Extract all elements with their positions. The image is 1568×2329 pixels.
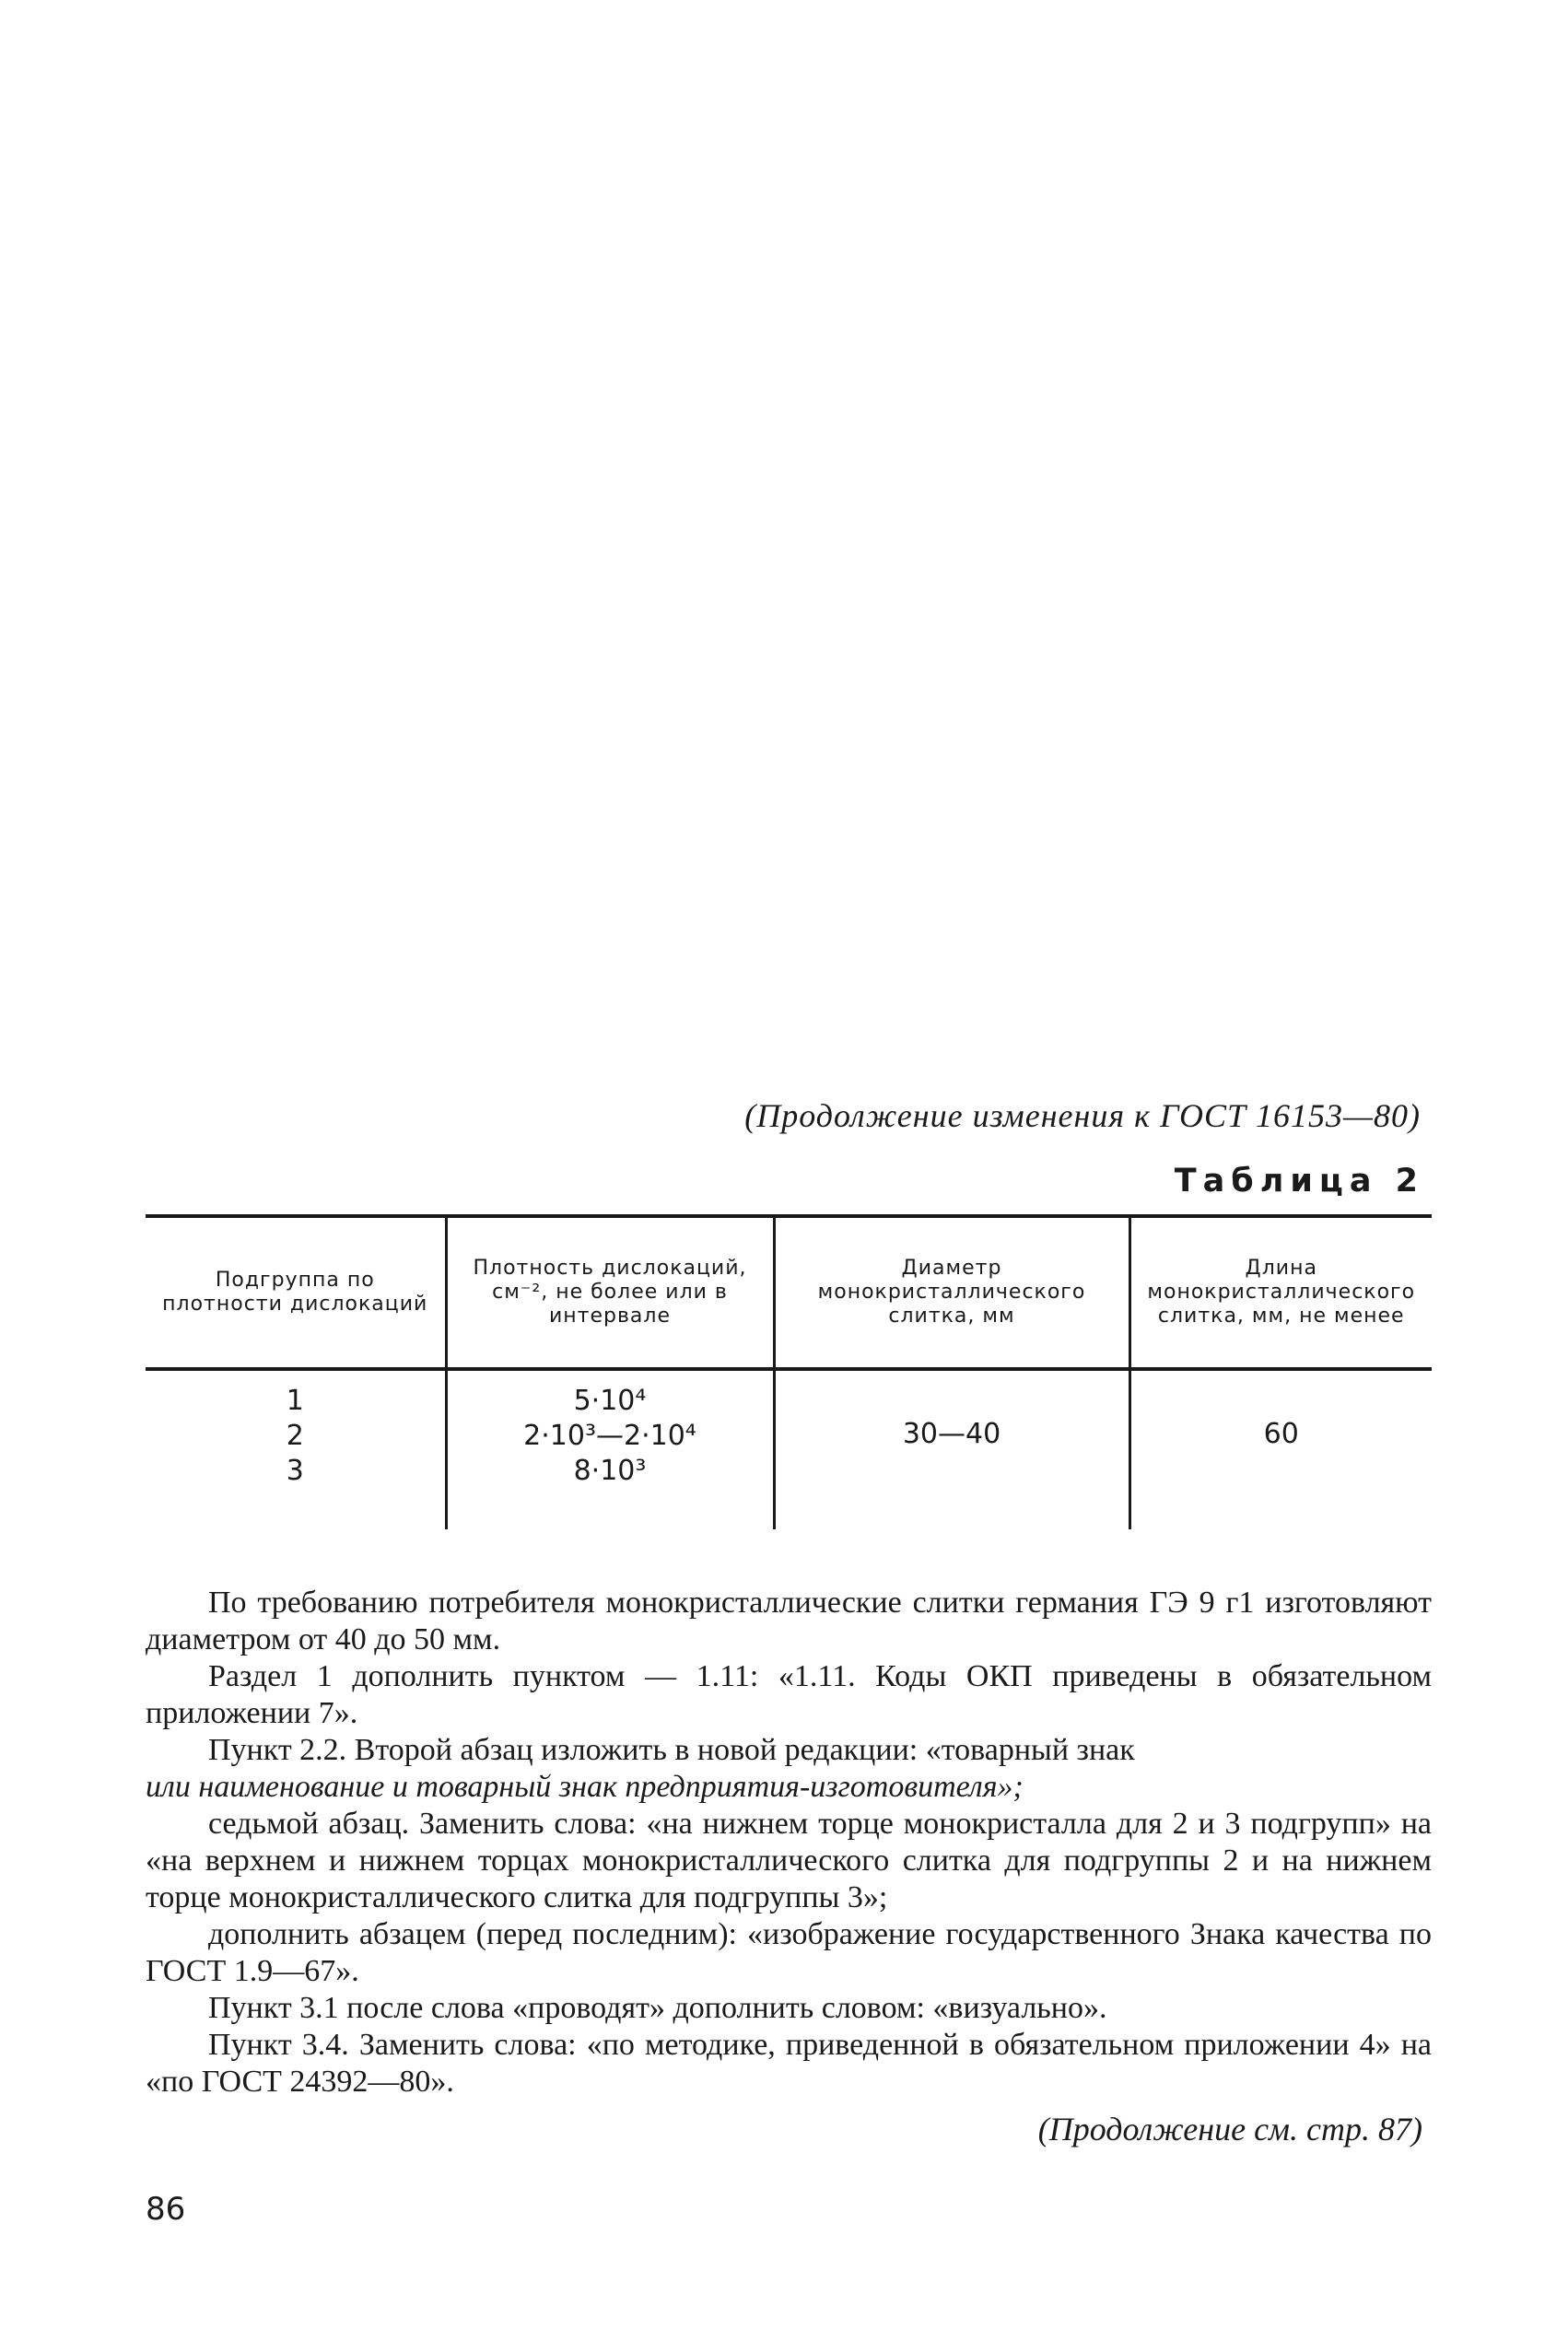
subgroup-3: 3 bbox=[286, 1455, 304, 1487]
specification-table bbox=[146, 1214, 1432, 1529]
cell-densities bbox=[446, 1369, 774, 1529]
density-2: 2·10³—2·10⁴ bbox=[523, 1420, 696, 1452]
cell-length bbox=[1129, 1369, 1432, 1529]
density-3: 8·10³ bbox=[573, 1455, 647, 1487]
header-length: Длина монокристаллического слитка, мм, не менее bbox=[1129, 1216, 1432, 1369]
paragraph-italic: или наименование и товарный знак предприятия-изготовителя»; bbox=[146, 1770, 1024, 1804]
page-number: 86 bbox=[146, 2191, 186, 2228]
cell-subgroups bbox=[146, 1369, 446, 1529]
body-text bbox=[146, 1585, 1432, 2101]
continuation-footer: (Продолжение см. стр. 87) bbox=[1037, 2111, 1422, 2148]
density-1: 5·10⁴ bbox=[573, 1385, 647, 1417]
length-value: 60 bbox=[1263, 1418, 1299, 1450]
header-density: Плотность дислокаций, см⁻², не более или в интервале bbox=[446, 1216, 774, 1369]
table-caption: Таблица 2 bbox=[1174, 1163, 1424, 1200]
paragraph: седьмой абзац. Заменить слова: «на нижнем торце монокристалла для 2 и 3 подгрупп» на «на верхнем и нижнем торцах монокристаллического слитка для подгруппы 2 и на нижнем торце монокристаллического слитка для подгруппы 3»; bbox=[146, 1807, 1432, 1914]
table-header-row bbox=[146, 1216, 1432, 1369]
diameter-value: 30—40 bbox=[902, 1418, 1001, 1450]
paragraph: дополнить абзацем (перед последним): «изображение государственного Знака качества по ГОСТ 1.9—67». bbox=[146, 1917, 1432, 1988]
table-2 bbox=[146, 1214, 1432, 1529]
continuation-header: (Продолжение изменения к ГОСТ 16153—80) bbox=[744, 1097, 1421, 1134]
subgroup-2: 2 bbox=[286, 1420, 304, 1452]
paragraph: Пункт 2.2. Второй абзац изложить в новой редакции: «товарный знак bbox=[208, 1733, 1135, 1767]
paragraph: Пункт 3.4. Заменить слова: «по методике, приведенной в обязательном приложении 4» на «по ГОСТ 24392—80». bbox=[146, 2028, 1432, 2099]
cell-diameter bbox=[774, 1369, 1129, 1529]
header-subgroup: Подгруппа по плотности дислокаций bbox=[162, 1269, 428, 1316]
paragraph: Раздел 1 дополнить пунктом — 1.11: «1.11. Коды ОКП приведены в обязательном приложении 7». bbox=[146, 1659, 1432, 1730]
paragraph: Пункт 3.1 после слова «проводят» дополнить словом: «визуально». bbox=[208, 1991, 1107, 2025]
header-diameter: Диаметр монокристаллического слитка, мм bbox=[774, 1216, 1129, 1369]
paragraph: По требованию потребителя монокристаллические слитки германия ГЭ 9 г1 изготовляют диаметром от 40 до 50 мм. bbox=[146, 1586, 1432, 1656]
subgroup-1: 1 bbox=[286, 1385, 304, 1417]
table-row bbox=[146, 1369, 1432, 1529]
